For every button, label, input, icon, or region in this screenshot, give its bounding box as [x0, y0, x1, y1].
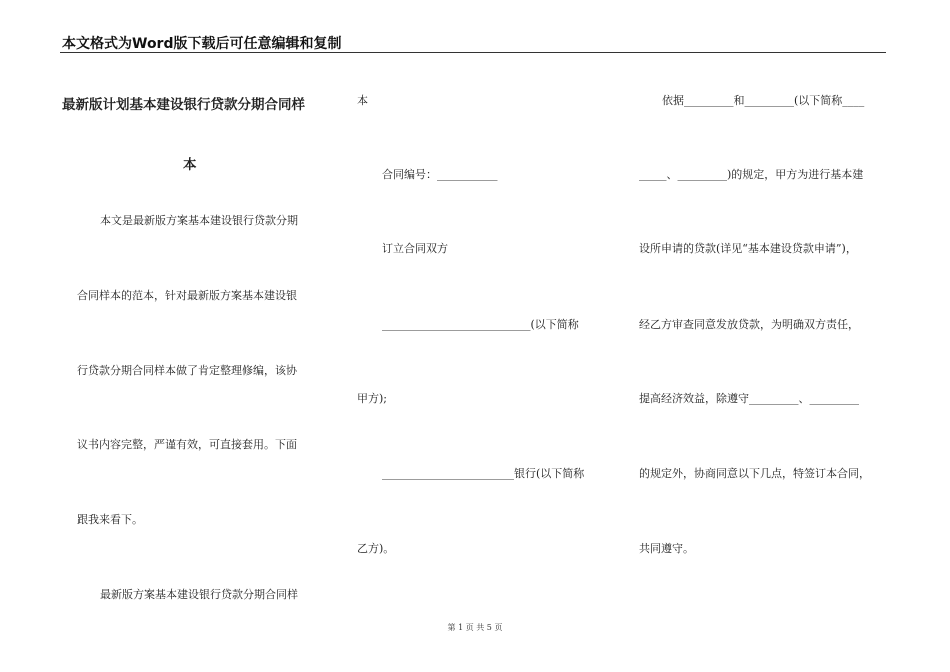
contract-number-line: 合同编号：___________: [382, 168, 498, 181]
contract-parties-heading: 订立合同双方: [382, 242, 448, 255]
terms-line-2: _____、_________)的规定，甲方为进行基本建: [639, 168, 864, 181]
terms-line-3: 设所申请的贷款(详见“基本建设贷款申请”)，: [639, 242, 857, 255]
section-title-line: 最新版方案基本建设银行贷款分期合同样: [100, 588, 298, 601]
document-title-line-1: 最新版计划基本建设银行贷款分期合同样: [62, 97, 305, 113]
party-a-label: 甲方);: [357, 392, 387, 405]
page-footer: 第 1 页 共 5 页: [447, 623, 503, 632]
terms-line-6: 的规定外，协商同意以下几点，特签订本合同，: [639, 467, 870, 480]
header-divider: [60, 52, 886, 53]
terms-line-4: 经乙方审查同意发放贷款，为明确双方责任，: [639, 318, 859, 331]
party-b-line: ________________________银行(以下简称: [382, 467, 585, 480]
terms-line-1: 依据_________和_________(以下简称____: [662, 94, 865, 107]
intro-paragraph-line-5: 跟我来看下。: [77, 513, 143, 526]
intro-paragraph-line-4: 议书内容完整，严谨有效，可直接套用。下面: [77, 438, 297, 451]
intro-paragraph-line-3: 行贷款分期合同样本做了肯定整理修编，该协: [77, 364, 297, 377]
terms-line-7: 共同遵守。: [639, 542, 694, 555]
party-b-label: 乙方)。: [357, 542, 395, 555]
intro-paragraph-line-2: 合同样本的范本，针对最新版方案基本建设银: [77, 289, 297, 302]
document-title-line-2: 本: [183, 157, 197, 173]
document-header-title: 本文格式为Word版下载后可任意编辑和复制: [62, 36, 342, 52]
contract-text-line-1: 本: [357, 94, 368, 107]
terms-line-5: 提高经济效益，除遵守_________、_________: [639, 392, 859, 405]
party-a-line: ___________________________(以下简称: [382, 318, 579, 331]
intro-paragraph-line-1: 本文是最新版方案基本建设银行贷款分期: [100, 214, 298, 227]
